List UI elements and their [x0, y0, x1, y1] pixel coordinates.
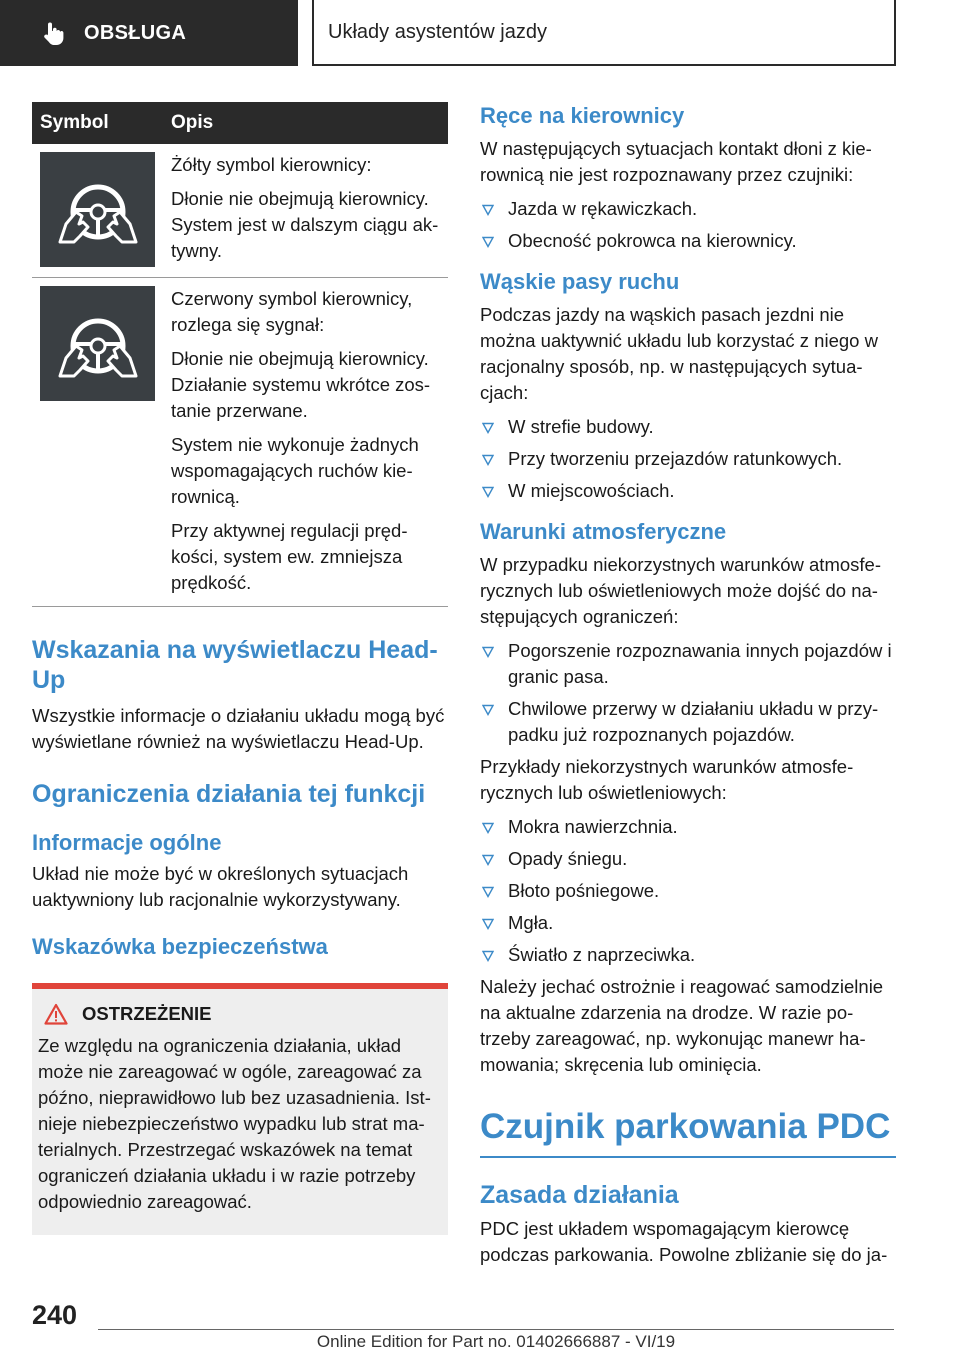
triangle-bullet-icon: [482, 822, 494, 834]
list-item: Błoto pośniegowe.: [480, 878, 896, 904]
triangle-bullet-icon: [482, 204, 494, 216]
symbol-table: [32, 102, 448, 607]
triangle-bullet-icon: [482, 486, 494, 498]
triangle-bullet-icon: [482, 454, 494, 466]
general-heading: Informacje ogólne: [32, 830, 222, 855]
list-item: Przy tworzeniu przejazdów ratunkowych.: [480, 446, 896, 472]
hands-list: [480, 196, 896, 254]
examples-body: Przykłady niekorzystnych warunków atmosferycznych lub oświetleniowych:: [480, 756, 854, 803]
section-tab-label: OBSŁUGA: [84, 21, 187, 44]
list-item: Mgła.: [480, 910, 896, 936]
weather-heading: Warunki atmosferyczne: [480, 519, 727, 544]
page-number: 240: [32, 1300, 78, 1330]
col-header-desc: Opis: [163, 102, 448, 144]
table-row: [32, 278, 448, 607]
footer-edition: Online Edition for Part no. 01402666887 - VI/19: [316, 1332, 676, 1351]
list-item: Opady śniegu.: [480, 846, 896, 872]
narrow-body: Podczas jazdy na wąskich pasach jezdni nie można uaktywnić układu lub korzystać z niego w racjonalny sposób, np. w następujących sytuacjach:: [480, 304, 878, 403]
list-item: Chwilowe przerwy w działaniu układu w przypadku już rozpoznanych pojazdów.: [480, 696, 896, 748]
list-item: Mokra nawierzchnia.: [480, 814, 896, 840]
list-item: Jazda w rękawiczkach.: [480, 196, 896, 222]
list-item: Obecność pokrowca na kierownicy.: [480, 228, 896, 254]
row-1-text-2: Dłonie nie obejmują kierownicy. System jest w dalszym ciągu aktywny.: [171, 188, 439, 261]
hand-pointer-icon: [40, 20, 66, 46]
col-header-symbol: Symbol: [32, 102, 163, 144]
footer-rule: [98, 1329, 894, 1330]
hud-body: Wszystkie informacje o działaniu układu mogą być wyświetlane również na wyświetlaczu Head-Up.: [32, 705, 445, 752]
examples-list: [480, 814, 896, 968]
narrow-heading: Wąskie pasy ruchu: [480, 269, 680, 294]
pdc-heading: Czujnik parkowania PDC: [480, 1106, 896, 1158]
principle-heading: Zasada działania: [480, 1181, 679, 1209]
row-2-text-3: System nie wykonuje żadnych wspomagających ruchów kierownicą.: [171, 434, 419, 507]
left-column: [32, 102, 448, 1235]
table-row: [32, 144, 448, 278]
row-1-text-1: Żółty symbol kierownicy:: [171, 154, 372, 175]
triangle-bullet-icon: [482, 422, 494, 434]
row-2-text-1: Czerwony symbol kierownicy, rozlega się sygnał:: [171, 288, 413, 335]
warning-box: [32, 983, 448, 1235]
warning-triangle-icon: [44, 1003, 68, 1025]
symbol-image: [40, 286, 155, 401]
triangle-bullet-icon: [482, 854, 494, 866]
general-body: Układ nie może być w określonych sytuacjach uaktywniony lub racjonalnie wykorzystywany.: [32, 863, 409, 910]
right-column: [480, 102, 896, 1268]
triangle-bullet-icon: [482, 886, 494, 898]
limits-heading: Ograniczenia działania tej funkcji: [32, 780, 426, 808]
triangle-bullet-icon: [482, 646, 494, 658]
section-tab: [0, 0, 298, 66]
triangle-bullet-icon: [482, 950, 494, 962]
hands-body: W następujących sytuacjach kontakt dłoni z kierownicą nie jest rozpoznawany przez czujniki:: [480, 138, 872, 185]
weather-list: [480, 638, 896, 748]
list-item: Światło z naprzeciwka.: [480, 942, 896, 968]
chapter-title: Układy asystentów jazdy: [312, 0, 896, 66]
hud-heading: Wskazania na wyświetlaczu Head-Up: [32, 636, 438, 694]
symbol-image: [40, 152, 155, 267]
steering-wheel-hands-icon: [48, 170, 148, 250]
triangle-bullet-icon: [482, 704, 494, 716]
hands-heading: Ręce na kierownicy: [480, 103, 685, 128]
safety-heading: Wskazówka bezpieczeństwa: [32, 934, 328, 959]
react-body: Należy jechać ostrożnie i reagować samodzielnie na aktualne zdarzenia na drodze. W razie potrzeby zareagować, np. wykonując manewr hamowania; skręcenia lub ominięcia.: [480, 976, 884, 1075]
narrow-list: [480, 414, 896, 504]
triangle-bullet-icon: [482, 236, 494, 248]
steering-wheel-hands-icon: [48, 304, 148, 384]
weather-body: W przypadku niekorzystnych warunków atmosferycznych lub oświetleniowych może dojść do następujących ograniczeń:: [480, 554, 881, 627]
warning-label: OSTRZEŻENIE: [82, 1003, 212, 1024]
row-2-text-2: Dłonie nie obejmują kierownicy. Działanie systemu wkrótce zostanie przerwane.: [171, 348, 431, 421]
principle-body: PDC jest układem wspomagającym kierowcę podczas parkowania. Powolne zbliżanie się do ja-: [480, 1218, 888, 1265]
warning-body: Ze względu na ograniczenia działania, układ może nie zareagować w ogóle, zareagować za późno, nieprawidłowo lub bez uzasadnienia. Istnieje niebezpieczeństwo wypadku lub strat materialnych. Przestrzegać wskazówek na temat ograniczeń działania układu i w razie potrzeby odpowiednio zareagować.: [38, 1035, 431, 1212]
row-2-text-4: Przy aktywnej regulacji prędkości, system ew. zmniejsza prędkość.: [171, 520, 408, 593]
list-item: W strefie budowy.: [480, 414, 896, 440]
list-item: W miejscowościach.: [480, 478, 896, 504]
list-item: Pogorszenie rozpoznawania innych pojazdów i granic pasa.: [480, 638, 896, 690]
triangle-bullet-icon: [482, 918, 494, 930]
